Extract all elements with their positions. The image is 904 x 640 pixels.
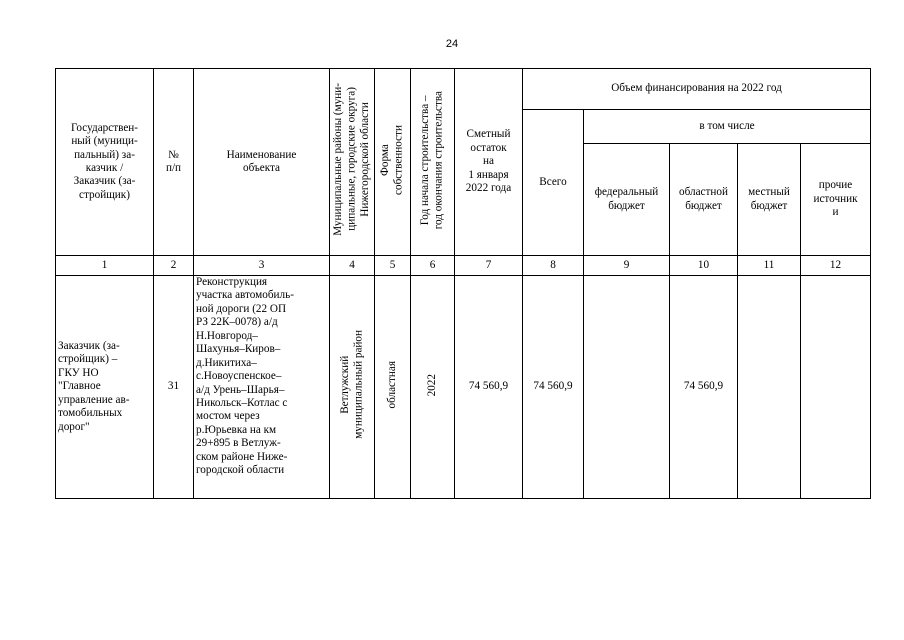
header-customer: Государствен- ный (муници- пальный) за- казчик / Заказчик (за- стройщик) — [56, 69, 154, 256]
column-number: 7 — [455, 256, 523, 276]
header-municipality: Муниципальные районы (муни- ципальные, городские округа) Нижегородской области — [330, 69, 375, 256]
cell-other — [801, 276, 871, 499]
header-total: Всего — [523, 110, 584, 256]
header-including: в том числе — [584, 110, 871, 144]
header-ownership: Форма собственности — [375, 69, 411, 256]
column-number: 11 — [738, 256, 801, 276]
cell-total: 74 560,9 — [523, 276, 584, 499]
column-number: 8 — [523, 256, 584, 276]
header-other: прочие источник и — [801, 144, 871, 256]
column-number: 6 — [411, 256, 455, 276]
column-number: 2 — [154, 256, 194, 276]
column-number: 4 — [330, 256, 375, 276]
cell-number: 31 — [154, 276, 194, 499]
cell-object-name: Реконструкция участка автомобиль- ной дороги (22 ОП РЗ 22К–0078) а/д Н.Новгород– Шахунья–Киров– д.Никитиха– с.Новоуспенское– а/д Урень–Шарья– Никольск–Котлас с мостом через р.Юрьевка на км 29+895 в Ветлуж- ском районе Ниже- городской области — [194, 276, 330, 499]
cell-estimated-balance: 74 560,9 — [455, 276, 523, 499]
financing-table — [55, 68, 871, 499]
cell-years: 2022 — [411, 276, 455, 499]
cell-regional: 74 560,9 — [670, 276, 738, 499]
header-number: № п/п — [154, 69, 194, 256]
header-regional: областной бюджет — [670, 144, 738, 256]
header-local: местный бюджет — [738, 144, 801, 256]
column-number: 1 — [56, 256, 154, 276]
cell-customer: Заказчик (за- стройщик) – ГКУ НО "Главное управление ав- томобильных дорог" — [56, 276, 154, 499]
page-number: 24 — [445, 38, 459, 50]
header-estimated-balance: Сметный остаток на 1 января 2022 года — [455, 69, 523, 256]
cell-federal — [584, 276, 670, 499]
column-number: 10 — [670, 256, 738, 276]
header-funding-volume: Объем финансирования на 2022 год — [523, 69, 871, 110]
table-row — [56, 276, 871, 499]
header-object-name: Наименование объекта — [194, 69, 330, 256]
column-number: 5 — [375, 256, 411, 276]
cell-municipality: Ветлужский муниципальный район — [330, 276, 375, 499]
cell-local — [738, 276, 801, 499]
column-number: 3 — [194, 256, 330, 276]
cell-ownership: областная — [375, 276, 411, 499]
column-number: 9 — [584, 256, 670, 276]
column-number: 12 — [801, 256, 871, 276]
header-federal: федеральный бюджет — [584, 144, 670, 256]
column-number-row — [56, 256, 871, 276]
header-years: Год начала строительства – год окончания строительства — [411, 69, 455, 256]
